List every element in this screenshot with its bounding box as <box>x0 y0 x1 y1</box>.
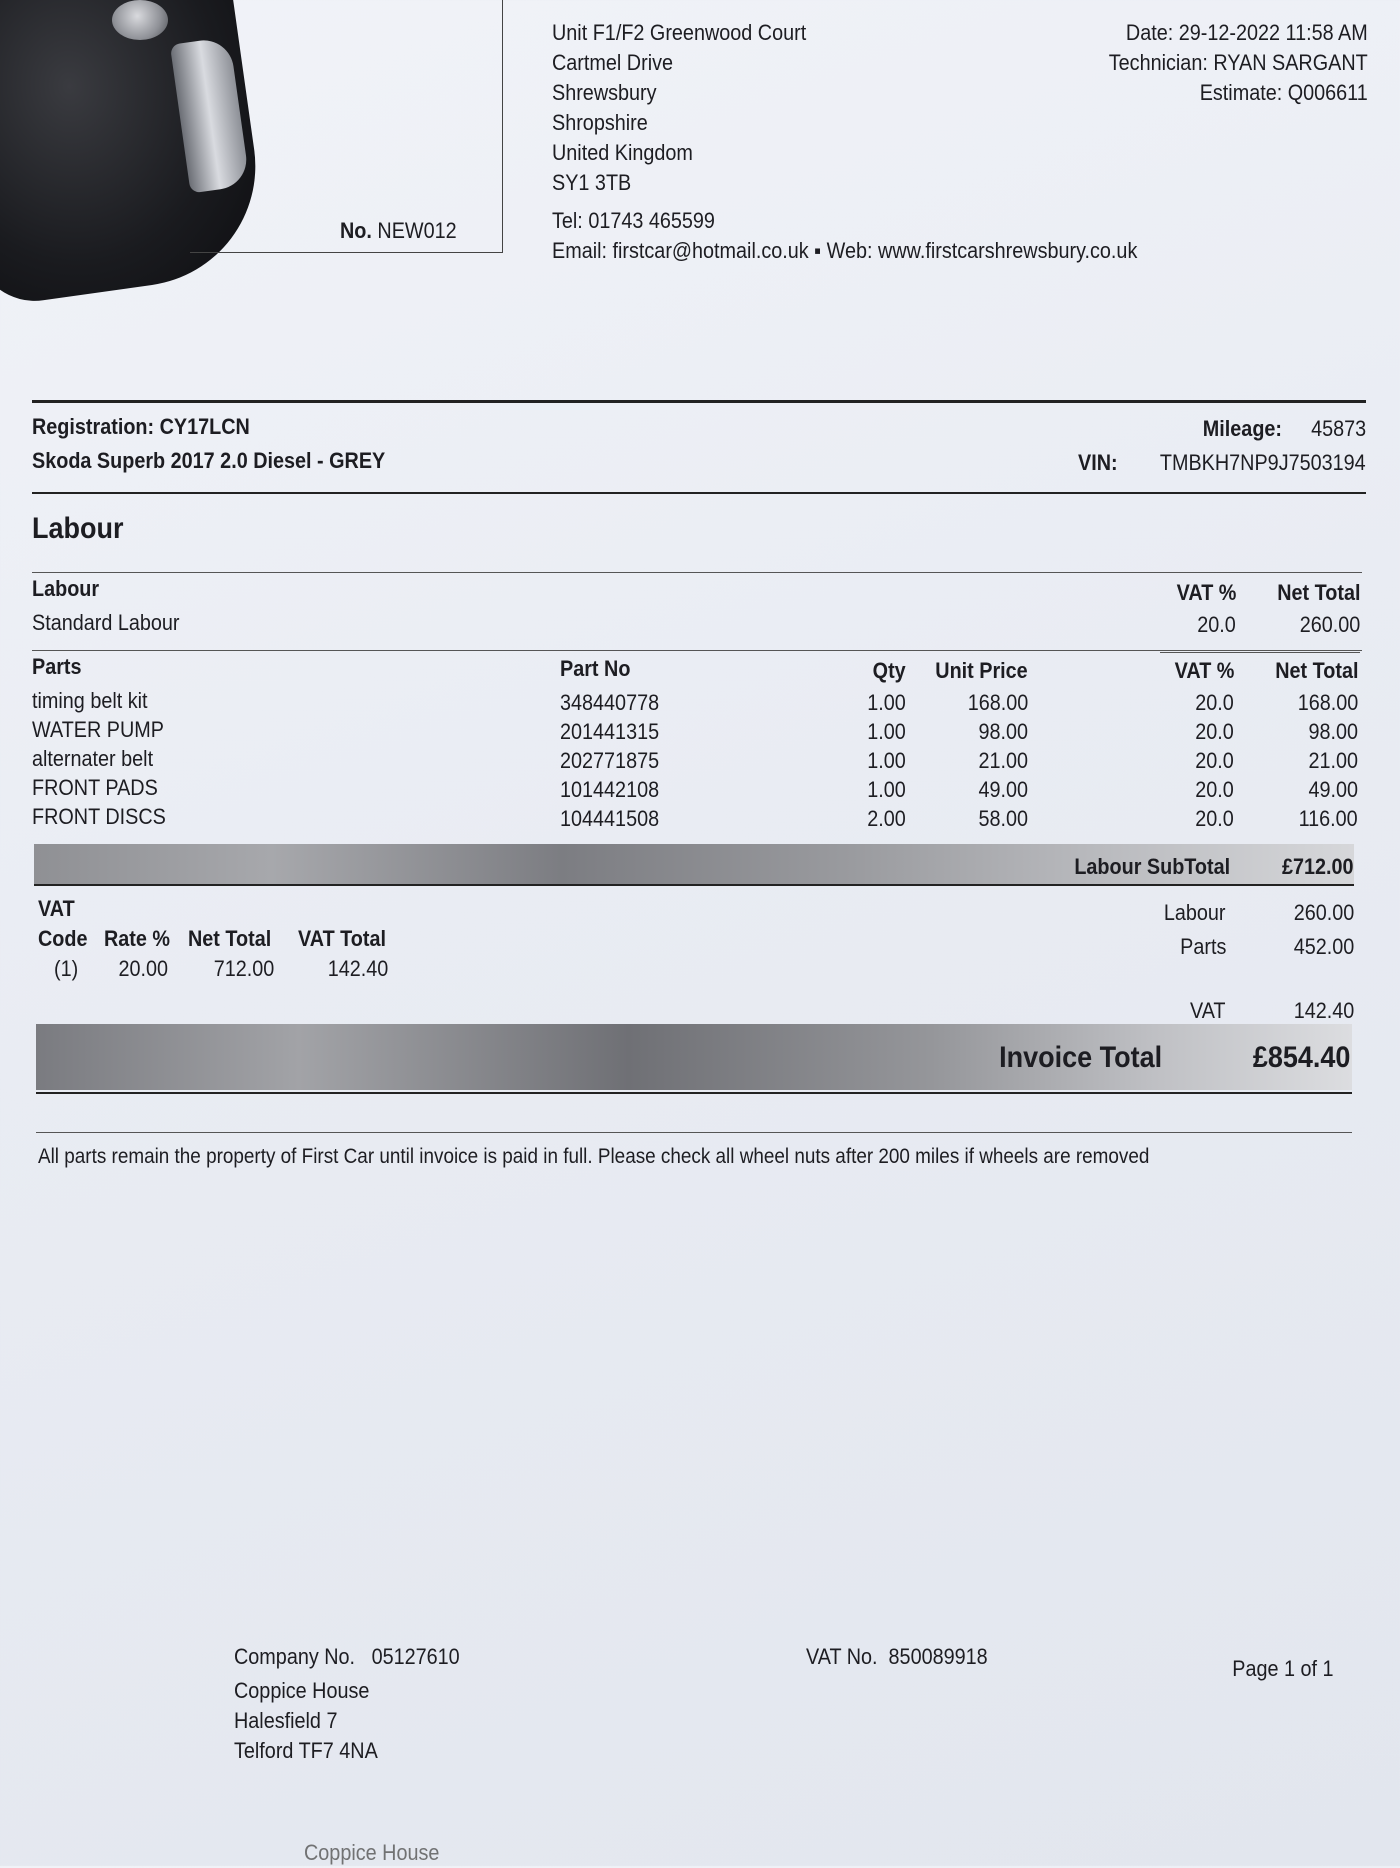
parts-header-unitprice: Unit Price <box>935 658 1028 683</box>
address-line: Halesfield 7 <box>234 1708 338 1733</box>
invoice-number: No. NEW012 <box>340 218 457 243</box>
technician: Technician: RYAN SARGANT <box>1109 50 1368 75</box>
estimate-number: Estimate: Q006611 <box>1199 80 1368 105</box>
address-line: SY1 3TB <box>552 170 632 195</box>
divider <box>34 884 1354 886</box>
totals-vat-value: 142.40 <box>1293 998 1354 1023</box>
subtotal-value: £712.00 <box>1282 854 1354 879</box>
address-line: Shropshire <box>552 110 648 135</box>
vin-label: VIN: <box>1078 450 1118 475</box>
address-line: United Kingdom <box>552 140 693 165</box>
address-line: Cartmel Drive <box>552 50 674 75</box>
vat-header-vat: VAT Total <box>298 926 386 951</box>
parts-header-partno: Part No <box>560 656 631 681</box>
vat-header-net: Net Total <box>188 926 272 951</box>
divider <box>36 1132 1352 1133</box>
vehicle-description: Skoda Superb 2017 2.0 Diesel - GREY <box>32 448 386 473</box>
parts-header-vat: VAT % <box>1174 658 1234 683</box>
vin-value: TMBKH7NP9J7503194 <box>1160 450 1366 475</box>
vat-row-code: (1) <box>54 956 79 981</box>
vat-row-vat: 142.40 <box>327 956 388 981</box>
divider <box>36 1092 1352 1094</box>
company-number: Company No. 05127610 <box>234 1644 460 1669</box>
labour-row-vat: 20.0 <box>1197 612 1236 637</box>
terms-text: All parts remain the property of First Car until invoice is paid in full. Please check all wheel nuts after 200 miles if wheels are removed <box>38 1145 1150 1168</box>
company-email-web: Email: firstcar@hotmail.co.uk ▪ Web: www.firstcarshrewsbury.co.uk <box>552 238 1138 263</box>
labour-header: Labour <box>32 576 100 601</box>
totals-labour-value: 260.00 <box>1293 900 1354 925</box>
vat-header-code: Code <box>38 926 88 951</box>
vat-row-rate: 20.00 <box>118 956 168 981</box>
invoice-total-value: £854.40 <box>1252 1041 1350 1074</box>
vat-row-net: 712.00 <box>213 956 274 981</box>
mileage-value: 45873 <box>1310 416 1366 441</box>
vat-title: VAT <box>38 896 75 921</box>
section-title: Labour <box>32 512 124 545</box>
parts-header-net: Net Total <box>1274 658 1358 683</box>
divider <box>32 650 1362 651</box>
bleed-through-text: Coppice House <box>304 1840 440 1865</box>
address-line: Telford TF7 4NA <box>234 1738 378 1763</box>
labour-net-header: Net Total <box>1276 580 1360 605</box>
invoice-meta <box>1080 18 1368 108</box>
labour-vat-header: VAT % <box>1176 580 1236 605</box>
invoice-total-label: Invoice Total <box>998 1041 1162 1074</box>
parts-header-desc: Parts <box>32 654 82 679</box>
invoice-date: Date: 29-12-2022 11:58 AM <box>1126 20 1368 45</box>
divider <box>32 492 1366 494</box>
vat-number: VAT No. 850089918 <box>806 1644 988 1669</box>
divider <box>1160 652 1360 653</box>
page-number: Page 1 of 1 <box>1232 1656 1334 1681</box>
mileage-label: Mileage: <box>1202 416 1282 441</box>
totals-vat-label: VAT <box>1190 998 1226 1023</box>
labour-row-desc: Standard Labour <box>32 610 180 635</box>
footer-address <box>234 1676 394 1766</box>
divider <box>32 572 1362 573</box>
totals-parts-label: Parts <box>1179 934 1226 959</box>
labour-row-net: 260.00 <box>1299 612 1360 637</box>
vat-header-rate: Rate % <box>104 926 171 951</box>
address-line: Unit F1/F2 Greenwood Court <box>552 20 807 45</box>
totals-parts-value: 452.00 <box>1293 934 1354 959</box>
divider <box>32 400 1366 403</box>
address-line: Shrewsbury <box>552 80 657 105</box>
totals-labour-label: Labour <box>1164 900 1226 925</box>
subtotal-label: Labour SubTotal <box>1074 854 1230 879</box>
address-line: Coppice House <box>234 1678 370 1703</box>
company-tel: Tel: 01743 465599 <box>552 208 715 233</box>
parts-header-qty: Qty <box>872 658 906 683</box>
vehicle-registration: Registration: CY17LCN <box>32 414 250 439</box>
